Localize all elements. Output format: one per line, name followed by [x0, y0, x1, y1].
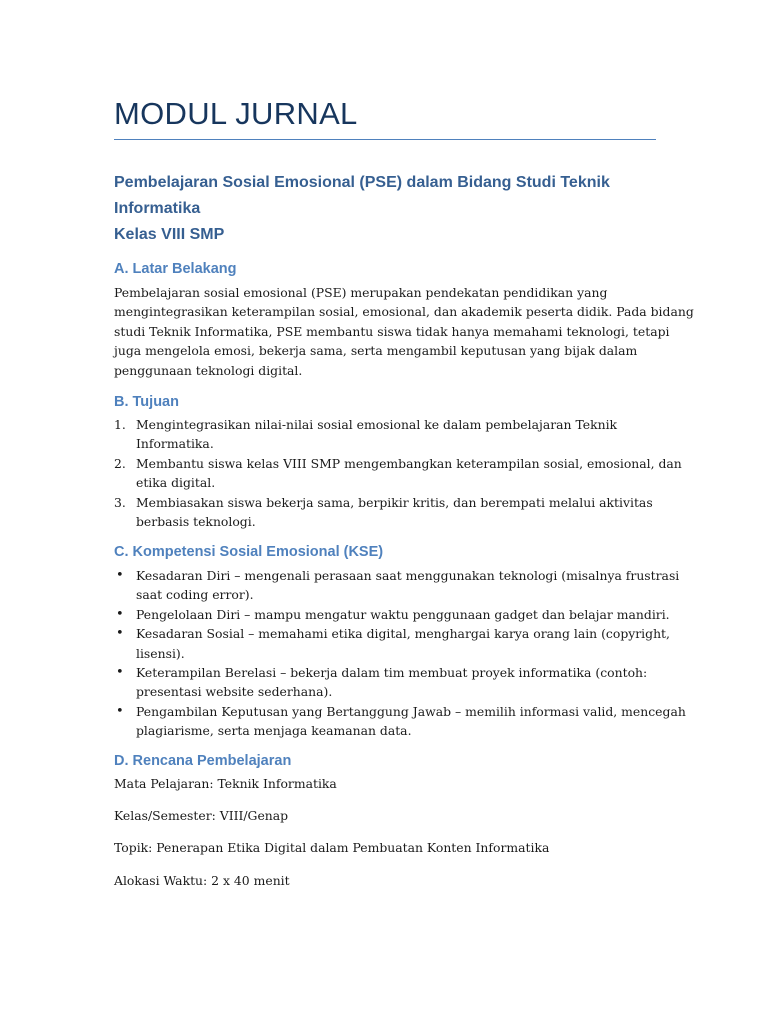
document-subtitle: [114, 170, 656, 248]
document-title: MODUL JURNAL: [114, 96, 358, 131]
time-allocation-line: Alokasi Waktu: 2 x 40 menit: [114, 873, 290, 888]
competency-list: [114, 566, 686, 741]
subtitle-line: Informatika: [114, 200, 201, 217]
paragraph-line: studi Teknik Informatika, PSE membantu siswa tidak hanya memahami teknologi, tetapi: [114, 323, 670, 339]
list-item-line: Membiasakan siswa bekerja sama, berpikir kritis, dan berempati melalui aktivitas: [136, 494, 653, 510]
paragraph-line: mengintegrasikan keterampilan sosial, emosional, dan akademik peserta didik. Pada bidang: [114, 304, 694, 320]
list-item-line: Mengintegrasikan nilai-nilai sosial emosional ke dalam pembelajaran Teknik: [136, 417, 618, 432]
list-item: [114, 624, 670, 663]
list-item: [114, 454, 682, 493]
list-item-line: lisensi).: [136, 645, 185, 661]
subject-line: Mata Pelajaran: Teknik Informatika: [114, 776, 337, 791]
list-number: 3.: [114, 494, 126, 510]
list-item-line: plagiarisme, serta menjaga keamanan data.: [136, 723, 412, 739]
paragraph-line: Pembelajaran sosial emosional (PSE) merupakan pendekatan pendidikan yang: [114, 285, 608, 300]
class-semester-line: Kelas/Semester: VIII/Genap: [114, 808, 289, 823]
list-number: 1.: [114, 417, 126, 432]
list-item-line: Membantu siswa kelas VIII SMP mengembangkan keterampilan sosial, emosional, dan: [136, 455, 682, 471]
list-item-line: Pengambilan Keputusan yang Bertanggung Jawab – memilih informasi valid, mencegah: [136, 703, 686, 719]
list-item-line: etika digital.: [136, 475, 216, 491]
bullet-icon: •: [116, 568, 124, 583]
section-a-paragraph: [114, 283, 694, 380]
section-b-heading: B. Tujuan: [114, 394, 179, 410]
paragraph-line: juga mengelola emosi, bekerja sama, serta mengambil keputusan yang bijak dalam: [114, 343, 638, 359]
section-a-heading: A. Latar Belakang: [114, 261, 237, 277]
section-d-heading: D. Rencana Pembelajaran: [114, 753, 292, 769]
bullet-icon: •: [116, 703, 124, 719]
bullet-icon: •: [116, 626, 124, 642]
list-item-line: Informatika.: [136, 436, 214, 452]
list-item: [114, 493, 656, 532]
list-item-line: Keterampilan Berelasi – bekerja dalam tim membuat proyek informatika (contoh:: [136, 665, 648, 681]
bullet-icon: •: [116, 606, 124, 622]
subtitle-line: Pembelajaran Sosial Emosional (PSE) dalam Bidang Studi Teknik: [114, 174, 610, 191]
list-item: [114, 702, 686, 741]
list-item: [114, 415, 656, 454]
list-item-line: saat coding error).: [136, 587, 254, 603]
list-item-line: Kesadaran Diri – mengenali perasaan saat menggunakan teknologi (misalnya frustrasi: [136, 568, 680, 583]
list-item: [114, 663, 656, 702]
section-c-heading: C. Kompetensi Sosial Emosional (KSE): [114, 544, 384, 560]
list-item-line: Kesadaran Sosial – memahami etika digital, menghargai karya orang lain (copyright,: [136, 626, 670, 642]
paragraph-line: penggunaan teknologi digital.: [114, 362, 303, 378]
goals-list: [114, 415, 682, 531]
bullet-icon: •: [116, 665, 124, 681]
list-item: [114, 605, 670, 624]
subtitle-class: Kelas VIII SMP: [114, 226, 225, 243]
list-item-line: presentasi website sederhana).: [136, 684, 333, 700]
list-item-line: Pengelolaan Diri – mampu mengatur waktu penggunaan gadget dan belajar mandiri.: [136, 606, 670, 622]
topic-line: Topik: Penerapan Etika Digital dalam Pembuatan Konten Informatika: [114, 840, 550, 855]
list-item-line: berbasis teknologi.: [136, 514, 256, 530]
list-number: 2.: [114, 455, 126, 471]
list-item: [114, 566, 680, 605]
title-divider: [114, 139, 656, 140]
